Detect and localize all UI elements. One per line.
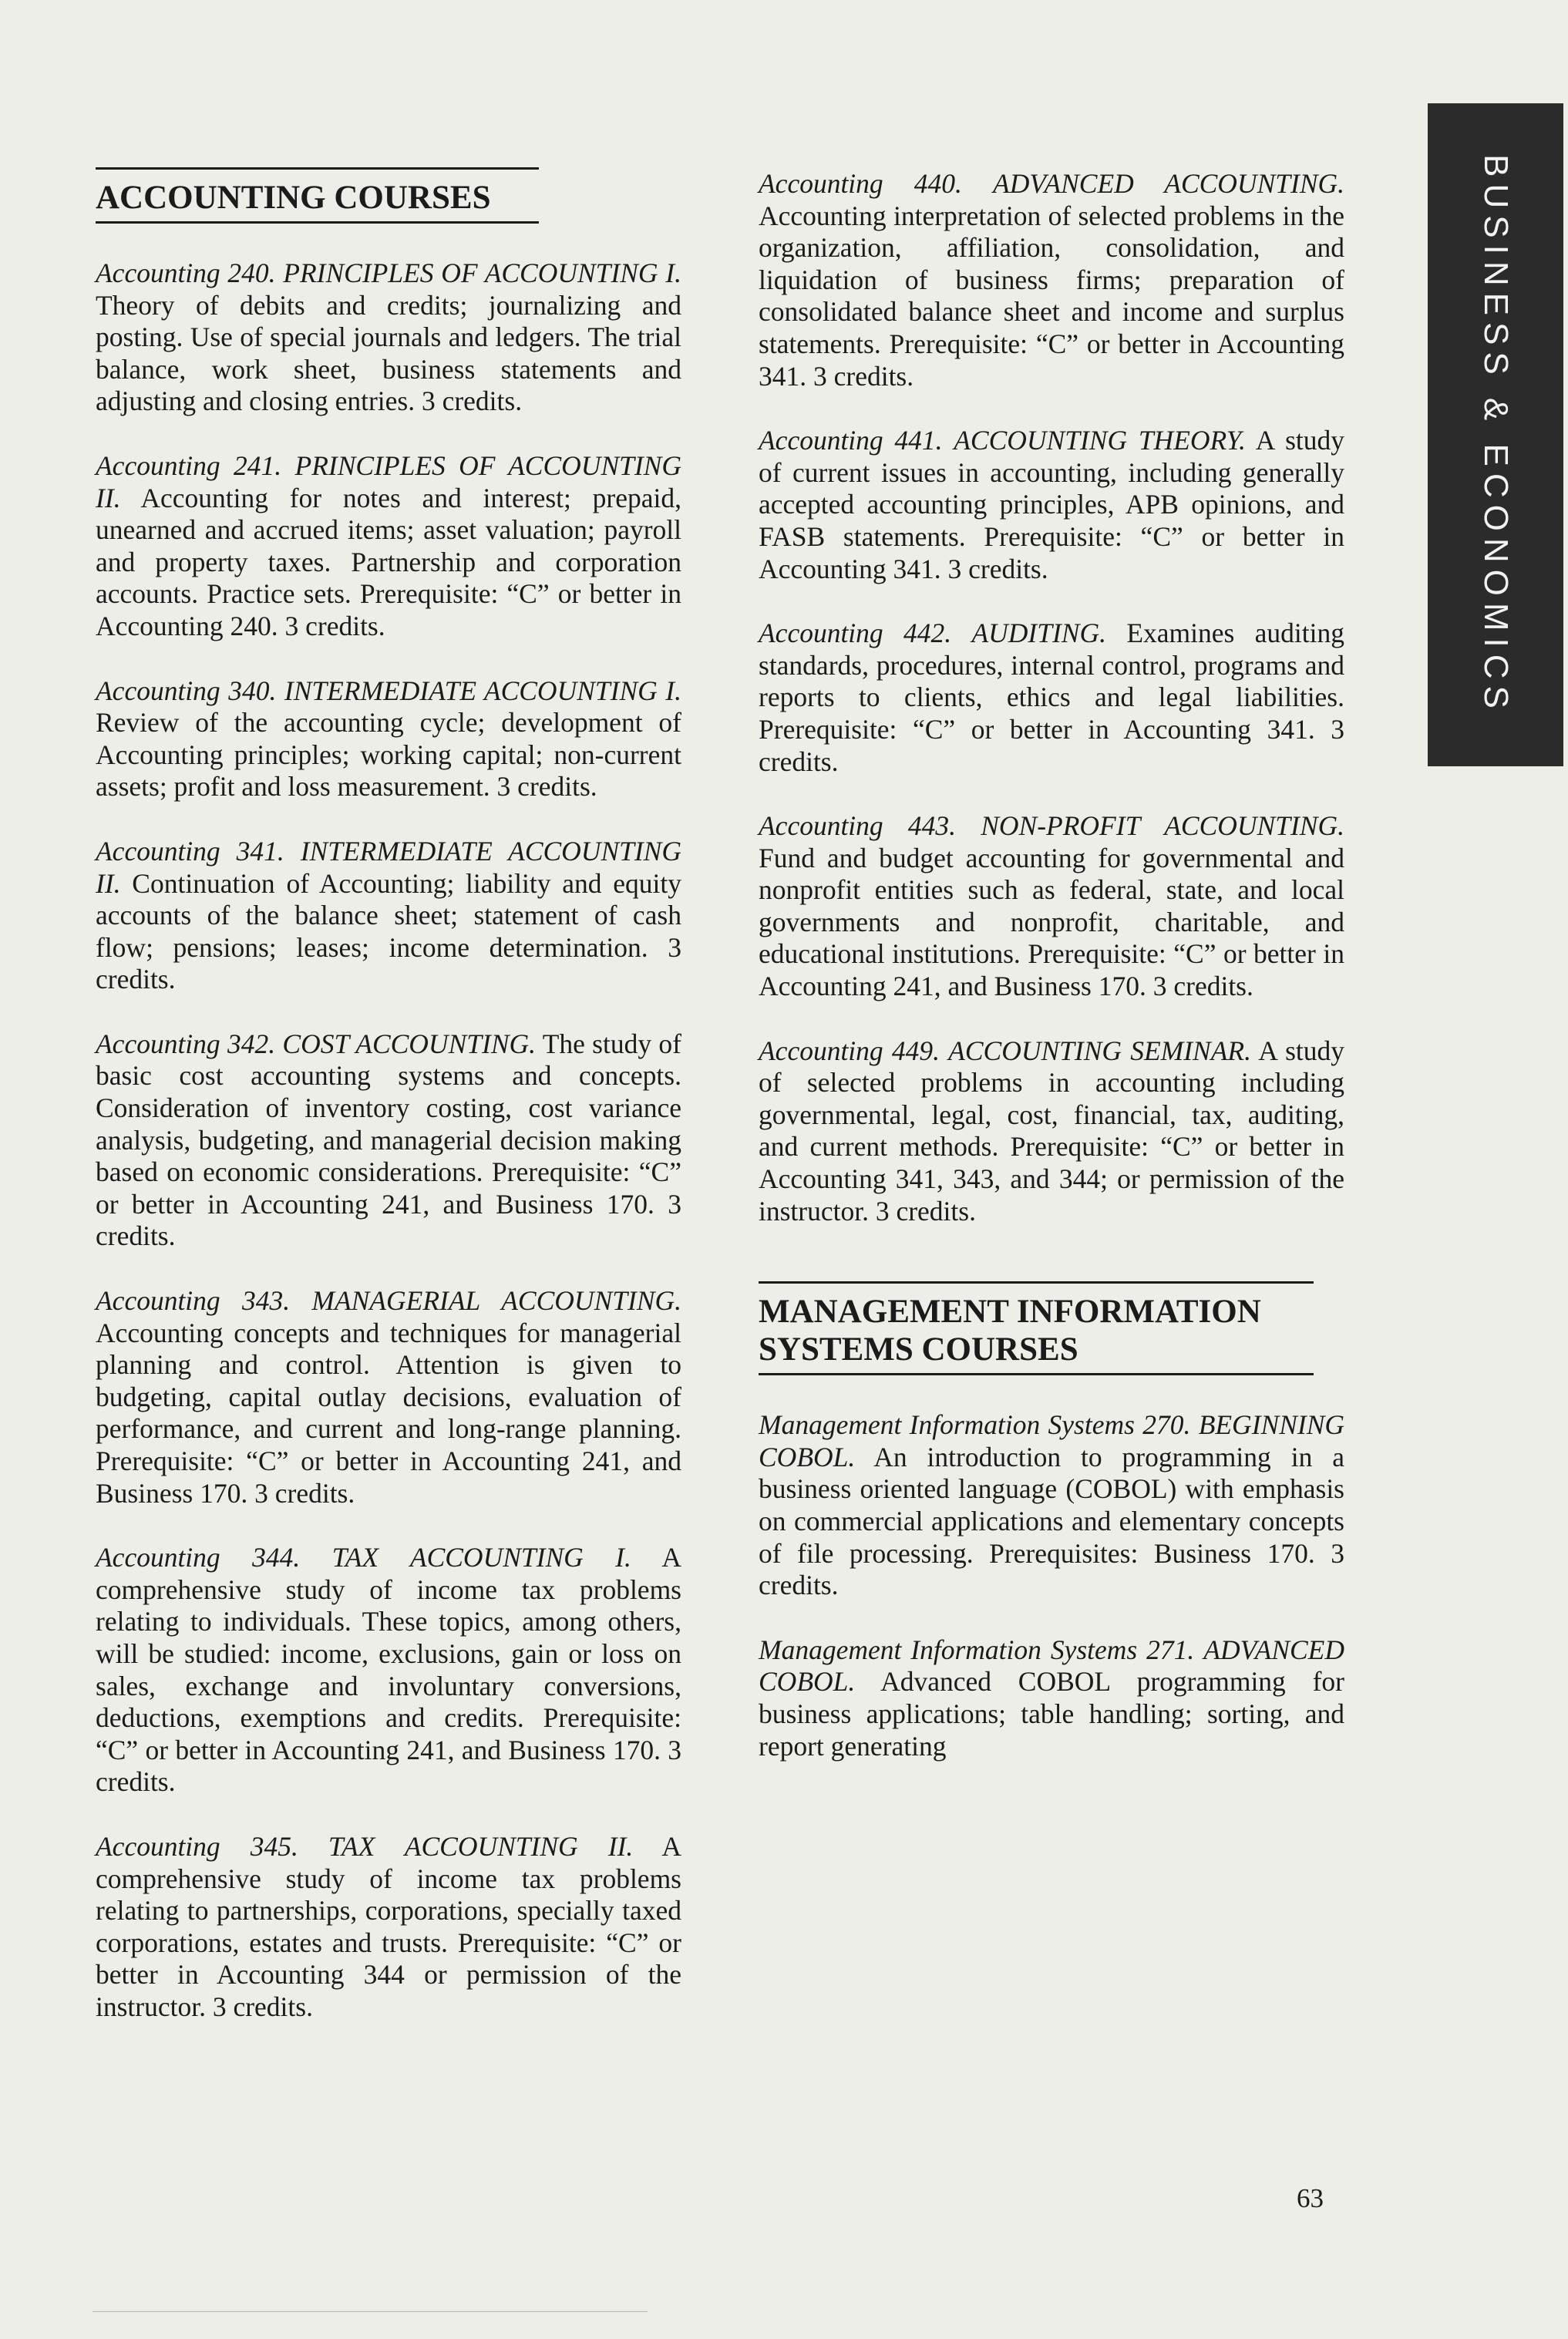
course-title: INTERMEDIATE ACCOUNTING I. (284, 675, 681, 706)
course-description: An introduction to programming in a business oriented language (COBOL) with emphasis on commercial applications and elementary concepts of file processing. Prerequisites: Business 170. 3 credits. (759, 1441, 1344, 1601)
course-entry (96, 1831, 681, 2024)
course-entry (759, 618, 1344, 778)
course-description: Examines auditing standards, procedures, internal control, programs and reports to clients, ethics and legal liabilities. Prerequisite: “C” or better in Accounting 341. 3 credits. (759, 618, 1344, 777)
course-title: ADVANCED COBOL. (759, 1634, 1345, 1698)
course-title: PRINCIPLES OF ACCOUNTING II. (96, 449, 681, 513)
course-entry (759, 810, 1344, 1003)
course-number: Management Information Systems 270. (759, 1409, 1191, 1441)
course-description: Review of the accounting cycle; development of Accounting principles; working capital; non-current assets; profit and loss measurement. 3 credits. (96, 707, 681, 803)
course-title: AUDITING. (971, 618, 1106, 649)
course-entry (759, 1634, 1344, 1762)
course-title: ADVANCED ACCOUNTING. (993, 168, 1345, 199)
course-entry (759, 1409, 1344, 1602)
page-number: 63 (1297, 2183, 1324, 2213)
course-title: NON-PROFIT ACCOUNTING. (981, 810, 1344, 842)
course-number: Accounting 443. (759, 810, 957, 842)
course-number: Accounting 344. (96, 1542, 301, 1573)
course-title: ACCOUNTING THEORY. (954, 425, 1246, 456)
course-entry (759, 168, 1344, 392)
course-title: ACCOUNTING SEMINAR. (948, 1035, 1251, 1066)
course-description: A study of selected problems in accounting including governmental, legal, cost, financial, tax, auditing, and current methods. Prerequisite: “C” or better in Accounting 341, 343, and 344; or permission of the instructor. 3 credits. (759, 1035, 1345, 1227)
course-title: PRINCIPLES OF ACCOUNTING I. (283, 257, 682, 288)
course-number: Accounting 241. (96, 449, 282, 481)
left-column (96, 154, 681, 2056)
course-entry (96, 1542, 681, 1799)
course-number: Accounting 340. (96, 675, 277, 706)
course-description: The study of basic cost accounting systems and concepts. Consideration of inventory costing, cost variance analysis, budgeting, and managerial decision making based on economic considerations. Prerequisite: “C” or better in Accounting 241, and Business 170. 3 credits. (96, 1028, 681, 1252)
course-number: Accounting 342. (96, 1028, 276, 1059)
right-column (759, 168, 1344, 1795)
course-number: Accounting 240. (96, 257, 276, 288)
course-entry (96, 450, 681, 643)
course-title: BEGINNING COBOL. (759, 1409, 1345, 1472)
section-tab (1428, 103, 1563, 766)
course-entry (759, 425, 1344, 585)
course-number: Accounting 442. (759, 618, 952, 649)
course-title: MANAGERIAL ACCOUNTING. (311, 1285, 681, 1317)
course-number: Accounting 449. (759, 1035, 940, 1066)
accounting-heading: ACCOUNTING COURSES (96, 167, 539, 224)
course-title: INTERMEDIATE ACCOUNTING II. (96, 835, 682, 899)
course-description: Accounting interpretation of selected problems in the organization, affiliation, consolidation, and liquidation of business firms; preparation of consolidated balance sheet and income and surplus statements. Prerequisite: “C” or better in Accounting 341. 3 credits. (759, 200, 1344, 392)
course-description: Fund and budget accounting for governmental and nonprofit entities such as federal, state, and local governments and nonprofit, charitable, and educational institutions. Prerequisite: “C” or better in Accounting 241, and Business 170. 3 credits. (759, 842, 1344, 1002)
course-number: Accounting 440. (759, 168, 962, 199)
course-description: Continuation of Accounting; liability and equity accounts of the balance sheet; statement of cash flow; pensions; leases; income determination. 3 credits. (96, 867, 681, 995)
course-number: Accounting 341. (96, 835, 284, 867)
course-entry (759, 1035, 1344, 1228)
course-entry (96, 1285, 681, 1509)
course-description: Advanced COBOL programming for business applications; table handling; sorting, and report generating (759, 1666, 1344, 1762)
course-description: Theory of debits and credits; journalizing and posting. Use of special journals and ledgers. The trial balance, work sheet, business statements and adjusting and closing entries. 3 credits. (96, 289, 681, 417)
mis-heading: MANAGEMENT INFORMATION SYSTEMS COURSES (759, 1281, 1314, 1375)
section-tab-label: BUSINESS & ECONOMICS (1477, 154, 1516, 715)
course-entry (96, 675, 681, 803)
course-title: COST ACCOUNTING. (282, 1028, 537, 1059)
course-entry (96, 1028, 681, 1253)
course-entry (96, 257, 681, 418)
course-number: Accounting 345. (96, 1830, 298, 1862)
course-description: A comprehensive study of income tax problems relating to partnerships, corporations, specially taxed corporations, estates and trusts. Prerequisite: “C” or better in Accounting 344 or permission of the instructor. 3 credits. (96, 1830, 682, 2022)
course-description: A comprehensive study of income tax problems relating to individuals. These topics, among others, will be studied: income, exclusions, gain or loss on sales, exchange and involuntary conversions, deductions, exemptions and credits. Prerequisite: “C” or better in Accounting 241, and Business 170. 3 credits. (96, 1542, 681, 1798)
course-title: TAX ACCOUNTING I. (331, 1542, 631, 1573)
course-number: Management Information Systems 271. (759, 1634, 1195, 1665)
course-number: Accounting 343. (96, 1285, 291, 1317)
course-description: Accounting concepts and techniques for managerial planning and control. Attention is given to budgeting, capital outlay decisions, evaluation of performance, and current and long-range planning. Prerequisite: “C” or better in Accounting 241, and Business 170. 3 credits. (96, 1317, 681, 1509)
course-title: TAX ACCOUNTING II. (328, 1830, 634, 1862)
course-description: A study of current issues in accounting, including generally accepted accounting principles, APB opinions, and FASB statements. Prerequisite: “C” or better in Accounting 341. 3 credits. (759, 425, 1345, 584)
course-number: Accounting 441. (759, 425, 943, 456)
bottom-rule (93, 2311, 648, 2312)
course-description: Accounting for notes and interest; prepaid, unearned and accrued items; asset valuation; payroll and property taxes. Partnership and corporation accounts. Practice sets. Prerequisite: “C” or better in Accounting 240. 3 credits. (96, 482, 681, 641)
course-entry (96, 836, 681, 996)
